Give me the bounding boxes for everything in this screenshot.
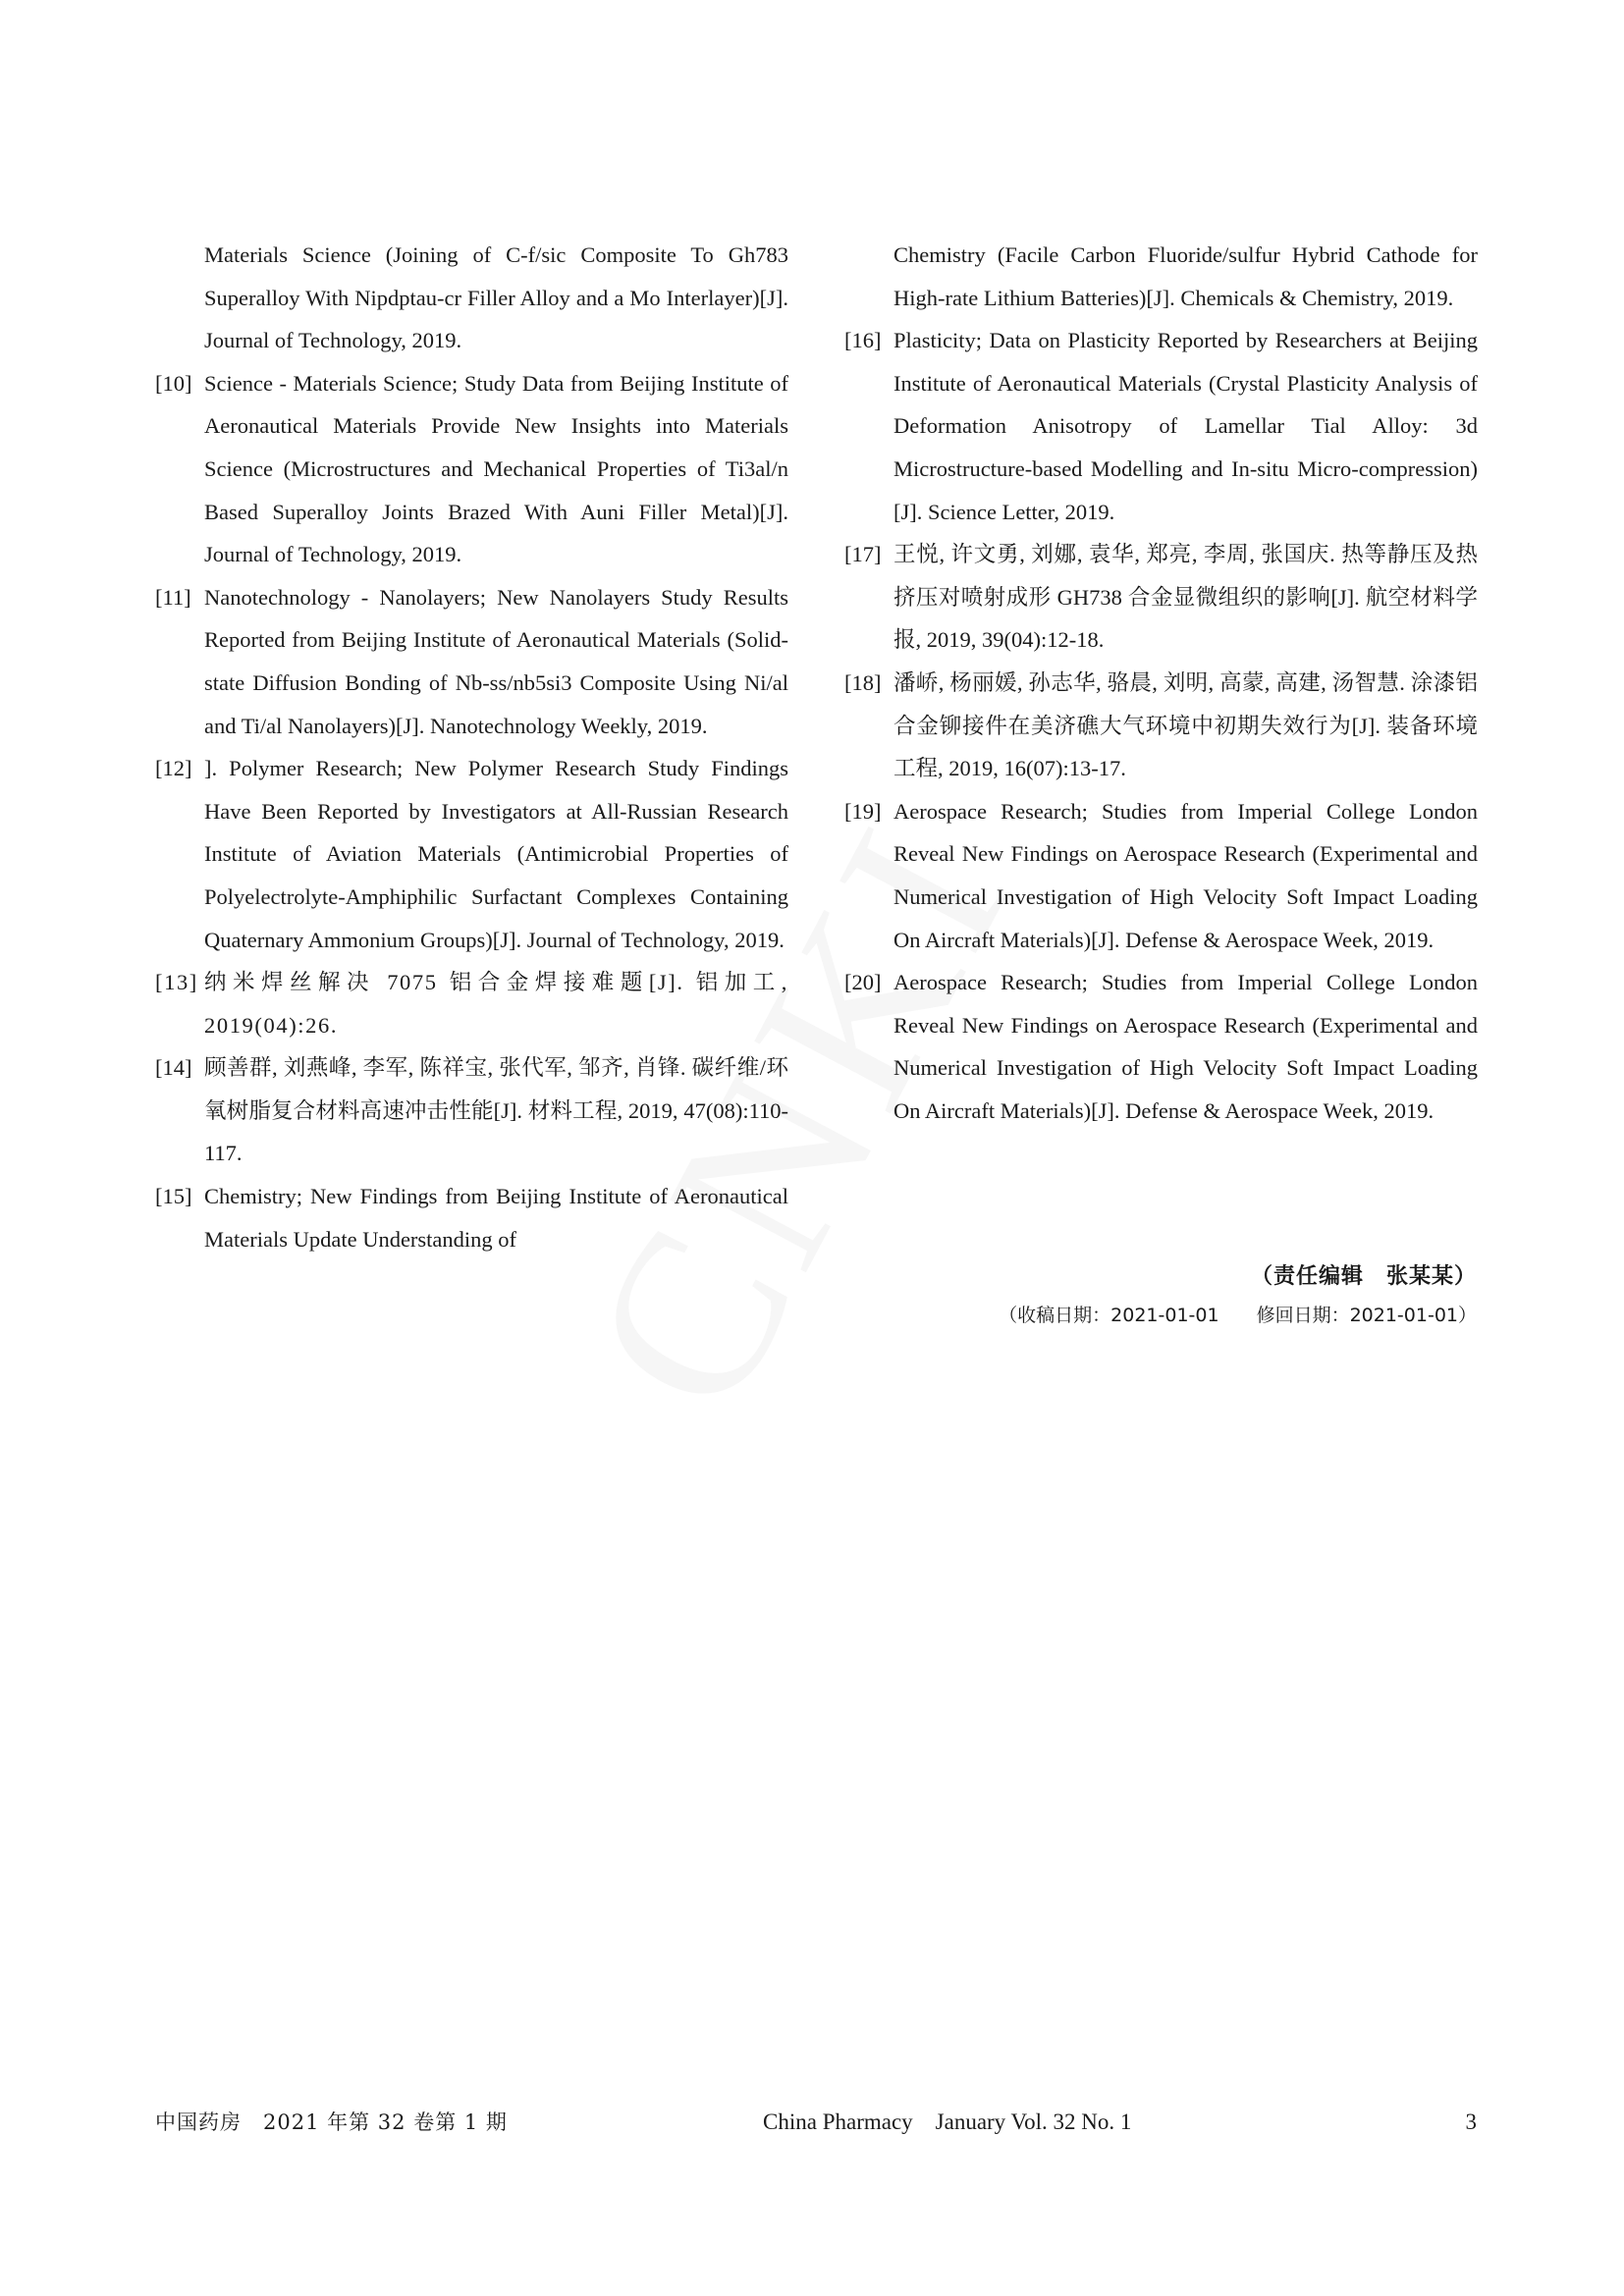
reference-item <box>844 662 1478 790</box>
reference-number: [13] <box>155 970 198 995</box>
reference-text: Plasticity; Data on Plasticity Reported by Researchers at Beijing Institute of Aeronautical Materials (Crystal Plasticity Analysis of Deformation Anisotropy of Lamellar Tial Alloy: 3d Microstructure-based Modelling and In-situ Micro-compression)[J]. Science Letter, 2019. <box>893 328 1478 524</box>
right-column <box>844 234 1478 1132</box>
reference-item <box>155 1046 788 1175</box>
reference-text: 王悦, 许文勇, 刘娜, 袁华, 郑亮, 李周, 张国庆. 热等静压及热挤压对喷射成形 GH738 合金显微组织的影响[J]. 航空材料学报, 2019, 39(04):12-18. <box>893 542 1478 653</box>
revised-date: 修回日期：2021-01-01） <box>1256 1305 1477 1326</box>
reference-number: [19] <box>844 798 882 824</box>
reference-number: [12] <box>155 756 192 781</box>
reference-item <box>155 576 788 747</box>
reference-text: Science - Materials Science; Study Data from Beijing Institute of Aeronautical Materials Provide New Insights into Materials Science (Microstructures and Mechanical Properties of Ti3al/n Based Superalloy Joints Brazed With Auni Filler Metal)[J]. Journal of Technology, 2019. <box>204 370 788 567</box>
reference-number: [16] <box>844 328 882 353</box>
submission-dates <box>999 1302 1477 1329</box>
responsible-editor: （责任编辑 张某某） <box>1250 1264 1477 1289</box>
reference-number: [17] <box>844 542 882 567</box>
reference-item <box>155 1175 788 1260</box>
reference-number: [18] <box>844 669 882 695</box>
reference-number: [14] <box>155 1055 192 1081</box>
reference-number: [15] <box>155 1184 192 1209</box>
left-column <box>155 234 788 1260</box>
reference-item <box>844 319 1478 533</box>
reference-number: [10] <box>155 370 192 396</box>
reference-item <box>844 961 1478 1132</box>
reference-text: Nanotechnology - Nanolayers; New Nanolayers Study Results Reported from Beijing Institute of Aeronautical Materials (Solid-state Diffusion Bonding of Nb-ss/nb5si3 Composite Using Ni/al and Ti/al Nanolayers)[J]. Nanotechnology Weekly, 2019. <box>204 584 788 738</box>
reference-continuation: Chemistry (Facile Carbon Fluoride/sulfur Hybrid Cathode for High-rate Lithium Batteries)[J]. Chemicals & Chemistry, 2019. <box>893 242 1478 310</box>
reference-text: 顾善群, 刘燕峰, 李军, 陈祥宝, 张代军, 邹齐, 肖锋. 碳纤维/环氧树脂复合材料高速冲击性能[J]. 材料工程, 2019, 47(08):110-117. <box>204 1055 788 1166</box>
reference-continuation: Materials Science (Joining of C-f/sic Composite To Gh783 Superalloy With Nipdptau-cr Filler Alloy and a Mo Interlayer)[J]. Journal of Technology, 2019. <box>204 242 788 353</box>
reference-text: Chemistry; New Findings from Beijing Institute of Aeronautical Materials Update Understanding of <box>204 1184 788 1252</box>
page-number: 3 <box>1465 2109 1477 2134</box>
footer-journal-cn: 中国药房 2021 年第 32 卷第 1 期 <box>155 2110 508 2134</box>
reference-number: [20] <box>844 970 882 995</box>
received-date: （收稿日期：2021-01-01 <box>999 1305 1219 1326</box>
reference-item <box>155 961 788 1046</box>
reference-item <box>844 790 1478 961</box>
reference-text: Aerospace Research; Studies from Imperial College London Reveal New Findings on Aerospace Research (Experimental and Numerical Investigation of High Velocity Soft Impact Loading On Aircraft Materials)[J]. Defense & Aerospace Week, 2019. <box>893 798 1478 952</box>
reference-item <box>155 747 788 961</box>
reference-text: ]. Polymer Research; New Polymer Research Study Findings Have Been Reported by Investigators at All-Russian Research Institute of Aviation Materials (Antimicrobial Properties of Polyelectrolyte-Amphiphilic Surfactant Complexes Containing Quaternary Ammonium Groups)[J]. Journal of Technology, 2019. <box>204 756 788 952</box>
reference-number: [11] <box>155 584 191 610</box>
reference-text: 纳米焊丝解决 7075 铝合金焊接难题[J]. 铝加工, 2019(04):26. <box>204 970 788 1038</box>
footer-journal-en: China Pharmacy January Vol. 32 No. 1 <box>763 2109 1132 2134</box>
reference-item <box>844 533 1478 662</box>
reference-text: 潘峤, 杨丽媛, 孙志华, 骆晨, 刘明, 高蒙, 高建, 汤智慧. 涂漆铝合金铆接件在美济礁大气环境中初期失效行为[J]. 装备环境工程, 2019, 16(07):13-17. <box>893 669 1478 781</box>
reference-text: Aerospace Research; Studies from Imperial College London Reveal New Findings on Aerospace Research (Experimental and Numerical Investigation of High Velocity Soft Impact Loading On Aircraft Materials)[J]. Defense & Aerospace Week, 2019. <box>893 970 1478 1123</box>
reference-item <box>155 362 788 576</box>
